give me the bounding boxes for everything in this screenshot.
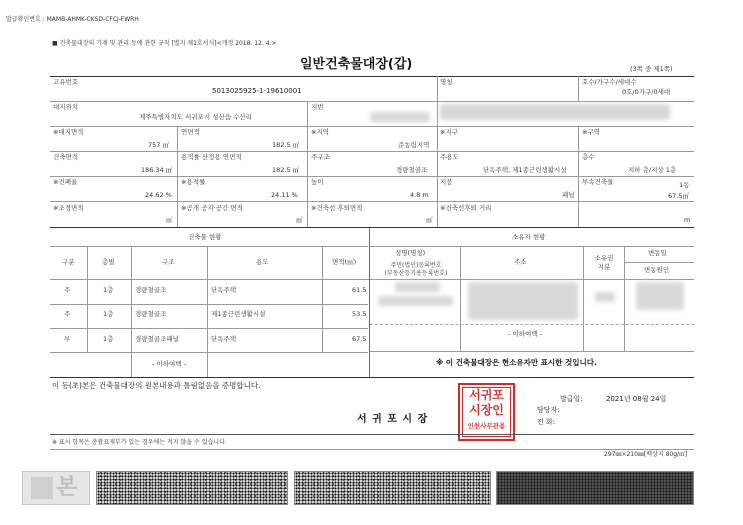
annex-area-value: 67.5㎡ — [668, 192, 689, 200]
issue-date-value: 2021년 08월 24일 — [606, 395, 667, 403]
issue-date-label: 발급일: — [560, 395, 583, 403]
roof-label: 지붕 — [440, 178, 453, 186]
page-info: (3쪽 중 제1쪽) — [630, 65, 673, 73]
public-space-value: ㎡ — [296, 216, 303, 224]
landscape-area-value: ㎡ — [166, 216, 173, 224]
building-status-title: 건축물 현황 — [188, 233, 222, 241]
col-header-change-reason: 변동원인 — [644, 266, 670, 274]
security-pattern-3 — [496, 471, 694, 505]
cell-area: 53.5 — [352, 310, 367, 318]
row-divider — [50, 328, 368, 329]
building-area-label: 건축면적 — [53, 153, 79, 161]
public-space-label: ※공개 공지·공간 면적 — [181, 204, 243, 212]
security-pattern-2 — [294, 471, 491, 505]
table-top-border — [50, 76, 694, 77]
col-divider — [307, 101, 308, 227]
annex-count-value: 1동 — [679, 181, 690, 189]
col-header-floor: 층별 — [102, 258, 115, 266]
col-divider — [177, 126, 178, 227]
row-divider — [624, 262, 694, 263]
row-divider — [50, 201, 694, 202]
unique-no-value: 5013025925-1-19610001 — [212, 87, 302, 95]
issue-number: 발급확인번호 : MAMB-AHMK-CKSD-CFCJ-FWRH — [6, 16, 139, 23]
cell-floor: 1층 — [103, 310, 114, 318]
site-location-value: 제주특별자치도 서귀포시 성산읍 수산리 — [139, 113, 252, 121]
cell-use: 제1종근린생활시설 — [211, 310, 266, 318]
col-divider — [322, 246, 323, 352]
cell-kind: 부 — [64, 335, 71, 343]
col-divider — [87, 246, 88, 352]
building-area-value: 186.34 ㎡ — [141, 166, 173, 174]
owner-notice: ※ 이 건축물대장은 현소유자만 표시한 것입니다. — [436, 358, 597, 367]
coverage-ratio-label: ※건폐율 — [53, 178, 78, 186]
redacted-owner-name — [395, 282, 440, 292]
lot-number-label: 지번 — [311, 103, 324, 111]
col-divider — [369, 227, 370, 377]
owner-status-title: 소유자 현황 — [512, 233, 546, 241]
watermark-pattern — [31, 477, 53, 499]
col-divider — [578, 126, 579, 227]
coverage-ratio-value: 24.62 % — [145, 191, 172, 199]
main-structure-label: 주구조 — [311, 153, 330, 161]
rule-note: ■ 건축물대장의 기재 및 관리 등에 관한 규칙 [별지 제1호서식]<개정 2018. 12. 4.> — [52, 40, 277, 47]
area-label: ※구역 — [582, 128, 601, 136]
households-label: 호수/가구수/세대수 — [582, 78, 637, 86]
col-header-change-date: 변동일 — [648, 249, 667, 257]
col-header-kind: 구분 — [62, 258, 75, 266]
col-header-area: 면적(㎡) — [332, 258, 357, 266]
cell-floor: 1층 — [103, 286, 114, 294]
col-header-registration-no: 주민(법인)등록번호 (부동산등기용등록번호) — [384, 262, 448, 277]
setback-area-value: ㎡ — [426, 216, 433, 224]
district-label: ※지역 — [311, 128, 330, 136]
floor-area-ratio-label: ※용적률 — [181, 178, 206, 186]
officer-label: 담당자: — [537, 406, 560, 414]
setback-distance-value: m — [684, 216, 691, 224]
col-divider — [437, 76, 438, 227]
owner-end-mark: - 이하여백 - — [508, 330, 542, 338]
watermark-box — [22, 471, 90, 505]
setback-area-label: ※건축선 후퇴면적 — [311, 204, 363, 212]
footer-divider — [50, 449, 694, 450]
main-use-label: 주용도 — [440, 153, 459, 161]
height-label: 높이 — [311, 178, 324, 186]
main-use-value: 단독주택, 제1종근린생활시설 — [483, 166, 567, 174]
floors-label: 층수 — [582, 153, 595, 161]
row-divider — [50, 176, 694, 177]
footer-note: ※ 표시 항목은 총괄표제부가 있는 경우에는 적지 않을 수 있습니다. — [52, 439, 227, 446]
total-floor-area-value: 182.5 ㎡ — [272, 141, 300, 149]
redacted-address — [440, 104, 670, 120]
col-header-address: 주소 — [514, 258, 527, 266]
row-divider — [50, 246, 368, 247]
cell-structure: 경량철골조 — [135, 310, 167, 318]
row-divider — [50, 304, 368, 305]
col-divider — [583, 246, 584, 351]
footer-divider — [50, 434, 694, 435]
district-value: 준농림지역 — [398, 141, 430, 149]
col-header-share: 소유권 지분 — [594, 254, 614, 271]
floor-area-calc-label: 용적률 산정용 연면적 — [181, 153, 242, 161]
row-divider — [370, 246, 694, 247]
row-divider — [50, 101, 694, 102]
building-end-mark: - 이하여백 - — [152, 360, 186, 368]
households-value: 0호/0가구/0세대 — [622, 88, 671, 96]
name-label: 명칭 — [440, 78, 453, 86]
floors-value: 지하 층/지상 1층 — [628, 166, 677, 174]
row-divider — [50, 151, 694, 152]
row-divider — [50, 279, 694, 280]
table-bottom-border — [50, 377, 694, 378]
row-divider — [370, 324, 694, 325]
watermark-char: 본 — [56, 475, 78, 500]
row-divider — [50, 352, 368, 353]
unique-no-label: 고유번호 — [53, 78, 79, 86]
col-divider — [578, 76, 579, 101]
official-seal: 서귀포 시장인 인천사무관용 — [458, 383, 515, 441]
cell-kind: 주 — [64, 310, 71, 318]
roof-value: 패널 — [562, 191, 575, 199]
page-title: 일반건축물대장(갑) — [300, 57, 413, 72]
zone-label: ※지구 — [440, 128, 459, 136]
security-pattern-1 — [96, 471, 288, 505]
row-divider — [50, 126, 694, 127]
cell-use: 단독주택 — [211, 335, 237, 343]
main-structure-value: 경량철골조 — [396, 166, 428, 174]
site-area-value: 757 ㎡ — [148, 141, 169, 149]
col-divider — [207, 246, 208, 377]
site-area-label: ※대지면적 — [53, 128, 84, 136]
cell-structure: 경량철골조 — [135, 286, 167, 294]
row-divider — [370, 351, 694, 352]
site-location-label: 대지위치 — [53, 103, 79, 111]
setback-distance-label: ※건축선후퇴 거리 — [440, 204, 492, 212]
redacted-registration-no — [378, 296, 453, 306]
phone-label: 전 화: — [537, 418, 556, 426]
col-header-owner-name: 성명(명칭) — [395, 249, 426, 257]
floor-area-ratio-value: 24.11 % — [271, 191, 298, 199]
cell-area: 67.5 — [352, 335, 367, 343]
redacted-share — [595, 292, 615, 302]
cell-use: 단독주택 — [211, 286, 237, 294]
certify-text: 이 등(초)본은 건축물대장의 원본내용과 틀림없음을 증명합니다. — [52, 381, 261, 390]
col-divider — [460, 246, 461, 351]
row-divider — [50, 227, 694, 228]
total-floor-area-label: 연면적 — [181, 128, 200, 136]
floor-area-calc-value: 182.5 ㎡ — [272, 166, 300, 174]
issuer-name: 서 귀 포 시 장 — [357, 414, 429, 425]
annex-building-label: 부속건축물 — [582, 178, 614, 186]
landscape-area-label: ※조경면적 — [53, 204, 84, 212]
cell-structure: 경량철골조패널 — [135, 335, 179, 343]
cell-floor: 1층 — [103, 335, 114, 343]
redacted-change-info — [636, 282, 684, 310]
col-divider — [131, 246, 132, 377]
redacted-owner-address — [468, 282, 578, 320]
paper-size: 297㎜×210㎜[백상지 80g/㎡] — [604, 451, 688, 458]
col-header-structure: 구조 — [162, 258, 175, 266]
redacted-lot-number — [370, 112, 430, 122]
cell-kind: 주 — [64, 286, 71, 294]
height-value: 4.8 m — [410, 191, 429, 199]
cell-area: 61.5 — [352, 286, 367, 294]
col-header-use: 용도 — [256, 258, 269, 266]
